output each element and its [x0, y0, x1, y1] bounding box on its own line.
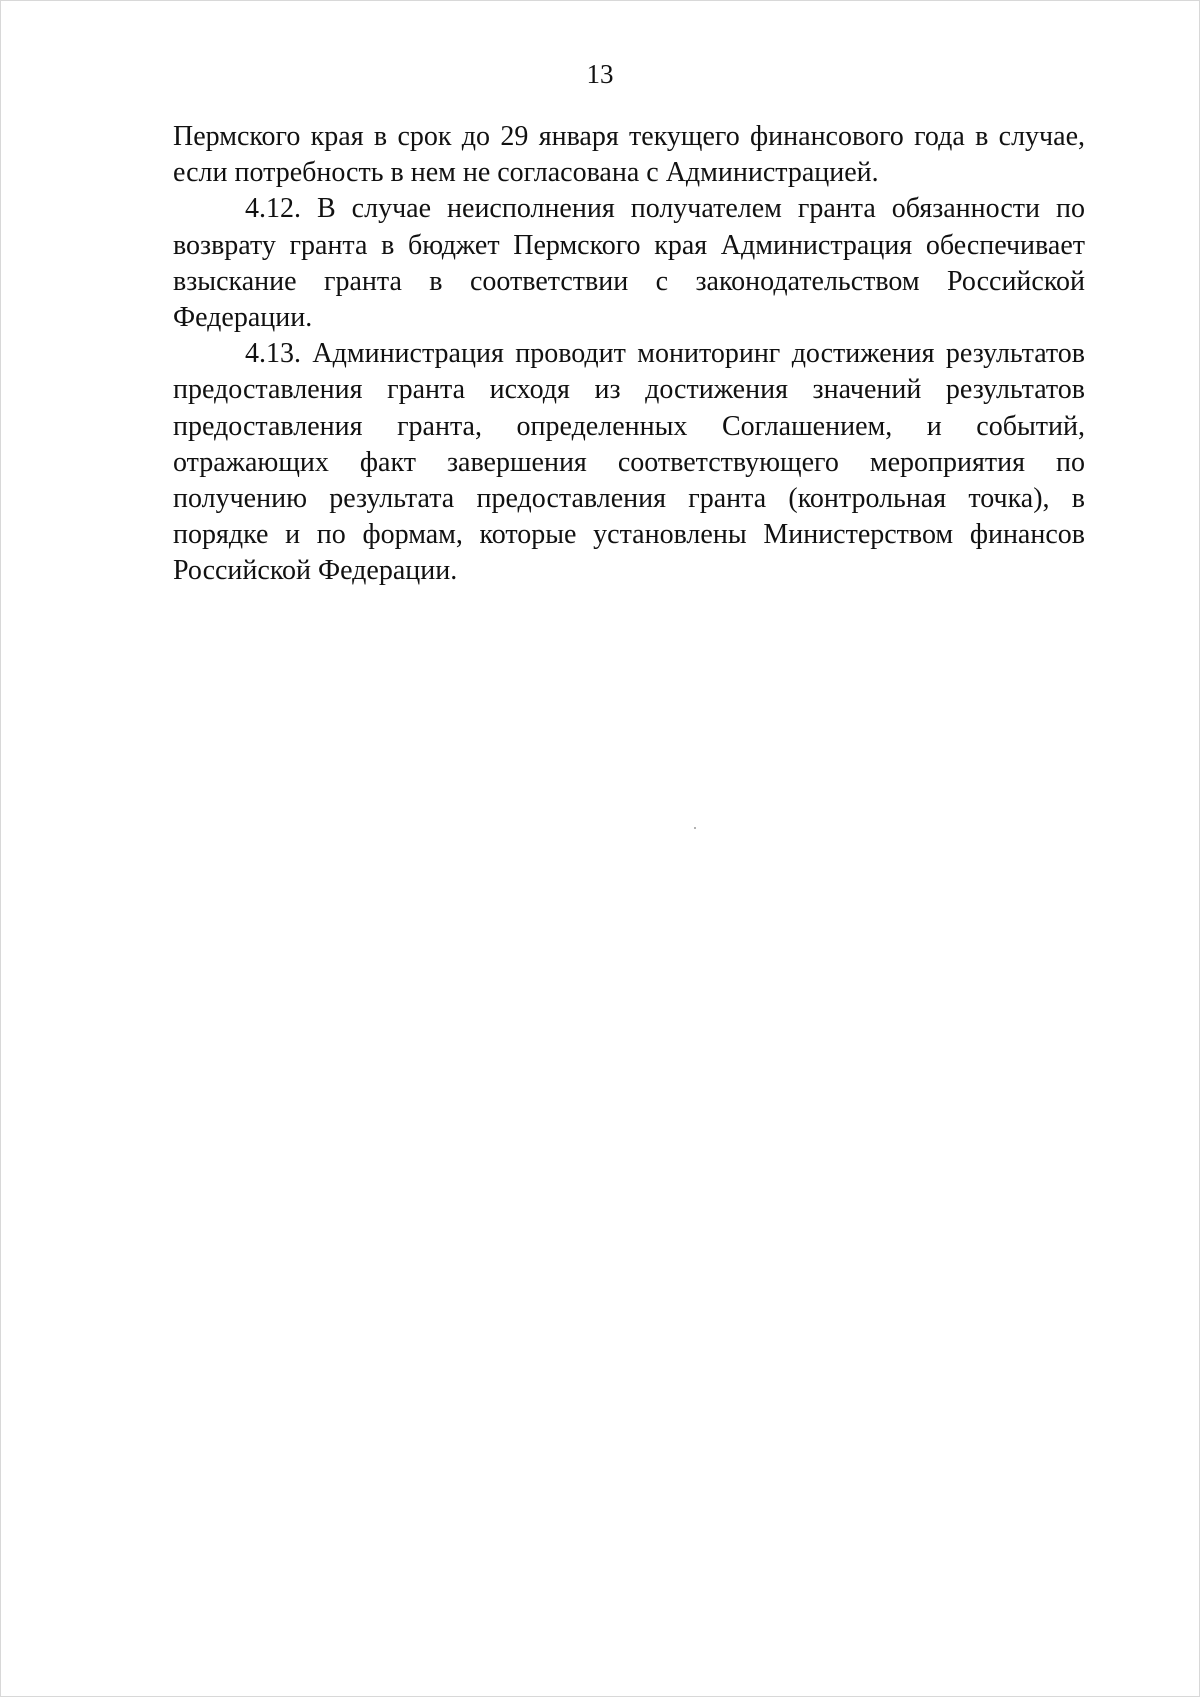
page-number: 13: [586, 59, 614, 89]
paragraph-4-12: 4.12. В случае неисполнения получателем гранта обязанности по возврату гранта в бюджет Пермского края Администрация обеспечивает взыскание гранта в соответствии с законодательством Российской Федерации.: [173, 193, 1085, 334]
paragraph-4-13: 4.13. Администрация проводит мониторинг достижения результатов предоставления гранта исходя из достижения значений результатов предоставления гранта, определенных Соглашением, и событий, отражающих факт завершения соответствующего мероприятия по получению результата предоставления гранта (контрольная точка), в порядке и по формам, которые установлены Министерством финансов Российской Федерации.: [173, 338, 1085, 587]
paragraph-continuation: Пермского края в срок до 29 января текущего финансового года в случае, если потребность в нем не согласована с Администрацией.: [173, 121, 1085, 189]
scan-speck: [694, 827, 696, 829]
document-body: [173, 119, 1085, 590]
